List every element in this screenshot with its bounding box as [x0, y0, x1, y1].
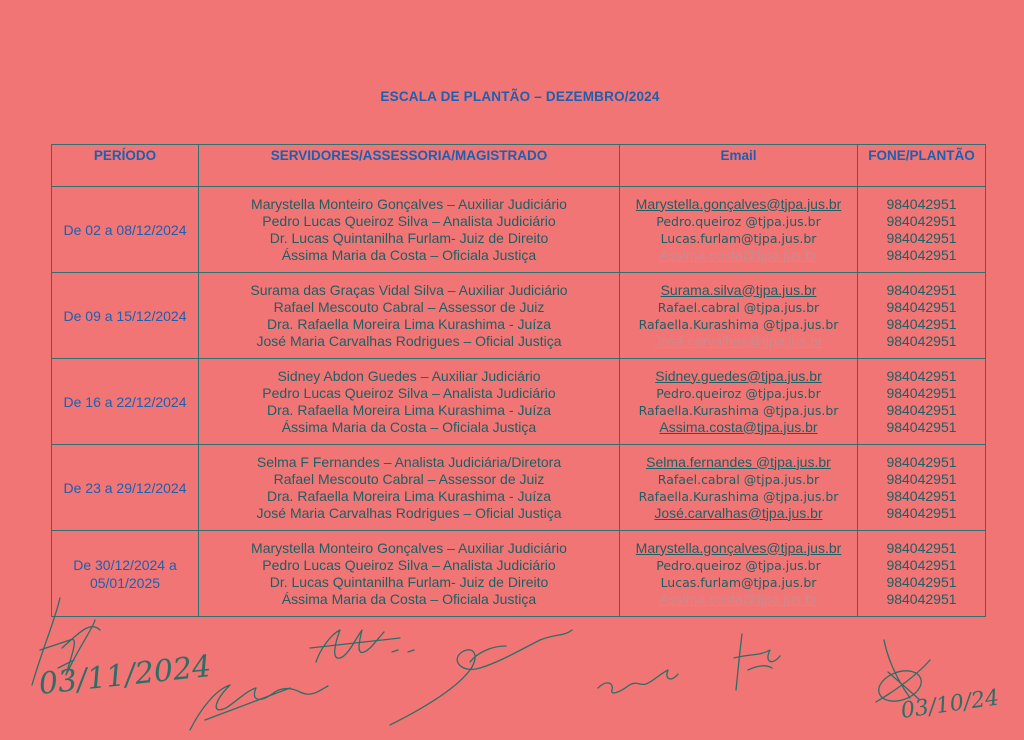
staff-name: José Maria Carvalhas Rodrigues – Oficial Justiça [256, 504, 562, 521]
email-cell [620, 187, 858, 273]
staff-name: Ássima Maria da Costa – Oficiala Justiça [281, 246, 537, 263]
period-cell [52, 273, 199, 359]
staff-name: Surama das Graças Vidal Silva – Auxiliar Judiciário [250, 281, 568, 298]
email-link[interactable]: Assima.costa@tjpa.jus.br [659, 246, 818, 263]
phone-cell [858, 445, 986, 531]
email-text: Lucas.furlam@tjpa.jus.br [660, 574, 817, 590]
signature-3 [310, 630, 414, 662]
phone-number: 984042951 [886, 487, 957, 504]
table-row [52, 445, 986, 531]
phone-number: 984042951 [886, 504, 957, 521]
phone-cell [858, 273, 986, 359]
phone-number: 984042951 [886, 367, 957, 384]
staff-cell [199, 187, 620, 273]
email-link[interactable]: Marystella.gonçalves@tjpa.jus.br [635, 195, 842, 212]
phone-cell [858, 187, 986, 273]
email-cell [620, 273, 858, 359]
period-cell [52, 187, 199, 273]
email-text: Rafaella.Kurashima @tjpa.jus.br [638, 316, 839, 332]
staff-name: José Maria Carvalhas Rodrigues – Oficial Justiça [256, 332, 562, 349]
staff-name: Ássima Maria da Costa – Oficiala Justiça [281, 590, 537, 607]
staff-cell [199, 273, 620, 359]
table-row [52, 359, 986, 445]
staff-name: Pedro Lucas Queiroz Silva – Analista Judiciário [262, 212, 556, 229]
email-text: Rafaella.Kurashima @tjpa.jus.br [638, 488, 839, 504]
period-cell [52, 359, 199, 445]
signature-4 [390, 630, 572, 725]
phone-number: 984042951 [886, 332, 957, 349]
period-cell [52, 445, 199, 531]
phone-number: 984042951 [886, 453, 957, 470]
staff-cell [199, 445, 620, 531]
staff-name: Dr. Lucas Quintanilha Furlam- Juiz de Direito [269, 229, 549, 246]
phone-number: 984042951 [886, 418, 957, 435]
header-row [52, 145, 986, 187]
staff-name: Marystella Monteiro Gonçalves – Auxiliar Judiciário [251, 539, 567, 556]
email-link[interactable]: José.carvalhas@tjpa.jus.br [654, 332, 823, 349]
email-text: Lucas.furlam@tjpa.jus.br [660, 230, 817, 246]
staff-name: Dra. Rafaella Moreira Lima Kurashima - Juíza [267, 401, 551, 418]
email-link[interactable]: Assima.costa@tjpa.jus.br [659, 590, 818, 607]
email-link[interactable]: Sidney.guedes@tjpa.jus.br [655, 367, 822, 384]
email-link[interactable]: Marystella.gonçalves@tjpa.jus.br [635, 539, 842, 556]
staff-name: Dra. Rafaella Moreira Lima Kurashima - Juíza [267, 487, 551, 504]
handwritten-date-2: 03/10/24 [899, 685, 1001, 724]
schedule-table [51, 144, 986, 617]
header-staff: SERVIDORES/ASSESSORIA/MAGISTRADO [199, 145, 620, 187]
email-link[interactable]: Selma.fernandes @tjpa.jus.br [646, 453, 831, 470]
phone-number: 984042951 [886, 573, 957, 590]
phone-number: 984042951 [886, 298, 957, 315]
email-text: Rafael.cabral @tjpa.jus.br [657, 471, 820, 487]
staff-name: Sidney Abdon Guedes – Auxiliar Judiciário [277, 367, 541, 384]
header-period: PERÍODO [52, 145, 199, 187]
staff-name: Rafael Mescouto Cabral – Assessor de Juiz [273, 298, 545, 315]
phone-number: 984042951 [886, 590, 957, 607]
staff-name: Marystella Monteiro Gonçalves – Auxiliar Judiciário [251, 195, 567, 212]
phone-cell [858, 359, 986, 445]
email-link[interactable]: Assima.costa@tjpa.jus.br [659, 418, 818, 435]
email-text: Rafael.cabral @tjpa.jus.br [657, 299, 820, 315]
signature-6 [734, 634, 780, 690]
email-link[interactable]: José.carvalhas@tjpa.jus.br [654, 504, 823, 521]
email-cell [620, 359, 858, 445]
phone-number: 984042951 [886, 315, 957, 332]
phone-number: 984042951 [886, 384, 957, 401]
staff-name: Pedro Lucas Queiroz Silva – Analista Judiciário [262, 384, 556, 401]
table-row [52, 187, 986, 273]
period-text: De 30/12/2024 a 05/01/2025 [73, 556, 177, 591]
signature-5 [598, 670, 678, 693]
signatures-area [0, 590, 1024, 740]
staff-name: Dr. Lucas Quintanilha Furlam- Juiz de Direito [269, 573, 549, 590]
phone-number: 984042951 [886, 212, 957, 229]
table-row [52, 273, 986, 359]
email-text: Pedro.queiroz @tjpa.jus.br [656, 557, 821, 573]
signature-2 [190, 685, 328, 730]
phone-number: 984042951 [886, 401, 957, 418]
period-text: De 23 a 29/12/2024 [63, 479, 187, 496]
email-text: Rafaella.Kurashima @tjpa.jus.br [638, 402, 839, 418]
staff-cell [199, 359, 620, 445]
page-title: ESCALA DE PLANTÃO – DEZEMBRO/2024 [380, 89, 660, 104]
staff-name: Dra. Rafaella Moreira Lima Kurashima - Juíza [267, 315, 551, 332]
email-text: Pedro.queiroz @tjpa.jus.br [656, 213, 821, 229]
phone-number: 984042951 [886, 470, 957, 487]
period-text: De 16 a 22/12/2024 [63, 393, 187, 410]
handwritten-date-1: 03/11/2024 [37, 649, 213, 702]
phone-number: 984042951 [886, 281, 957, 298]
email-text: Pedro.queiroz @tjpa.jus.br [656, 385, 821, 401]
email-cell [620, 445, 858, 531]
phone-number: 984042951 [886, 229, 957, 246]
header-phone: FONE/PLANTÃO [858, 145, 986, 187]
email-link[interactable]: Surama.silva@tjpa.jus.br [660, 281, 817, 298]
period-text: De 02 a 08/12/2024 [63, 221, 187, 238]
period-text: De 09 a 15/12/2024 [63, 307, 187, 324]
staff-name: Rafael Mescouto Cabral – Assessor de Juiz [273, 470, 545, 487]
header-email: Email [620, 145, 858, 187]
staff-name: Selma F Fernandes – Analista Judiciária/Diretora [256, 453, 562, 470]
phone-number: 984042951 [886, 195, 957, 212]
staff-name: Pedro Lucas Queiroz Silva – Analista Judiciário [262, 556, 556, 573]
phone-number: 984042951 [886, 539, 957, 556]
phone-number: 984042951 [886, 556, 957, 573]
staff-name: Ássima Maria da Costa – Oficiala Justiça [281, 418, 537, 435]
phone-number: 984042951 [886, 246, 957, 263]
